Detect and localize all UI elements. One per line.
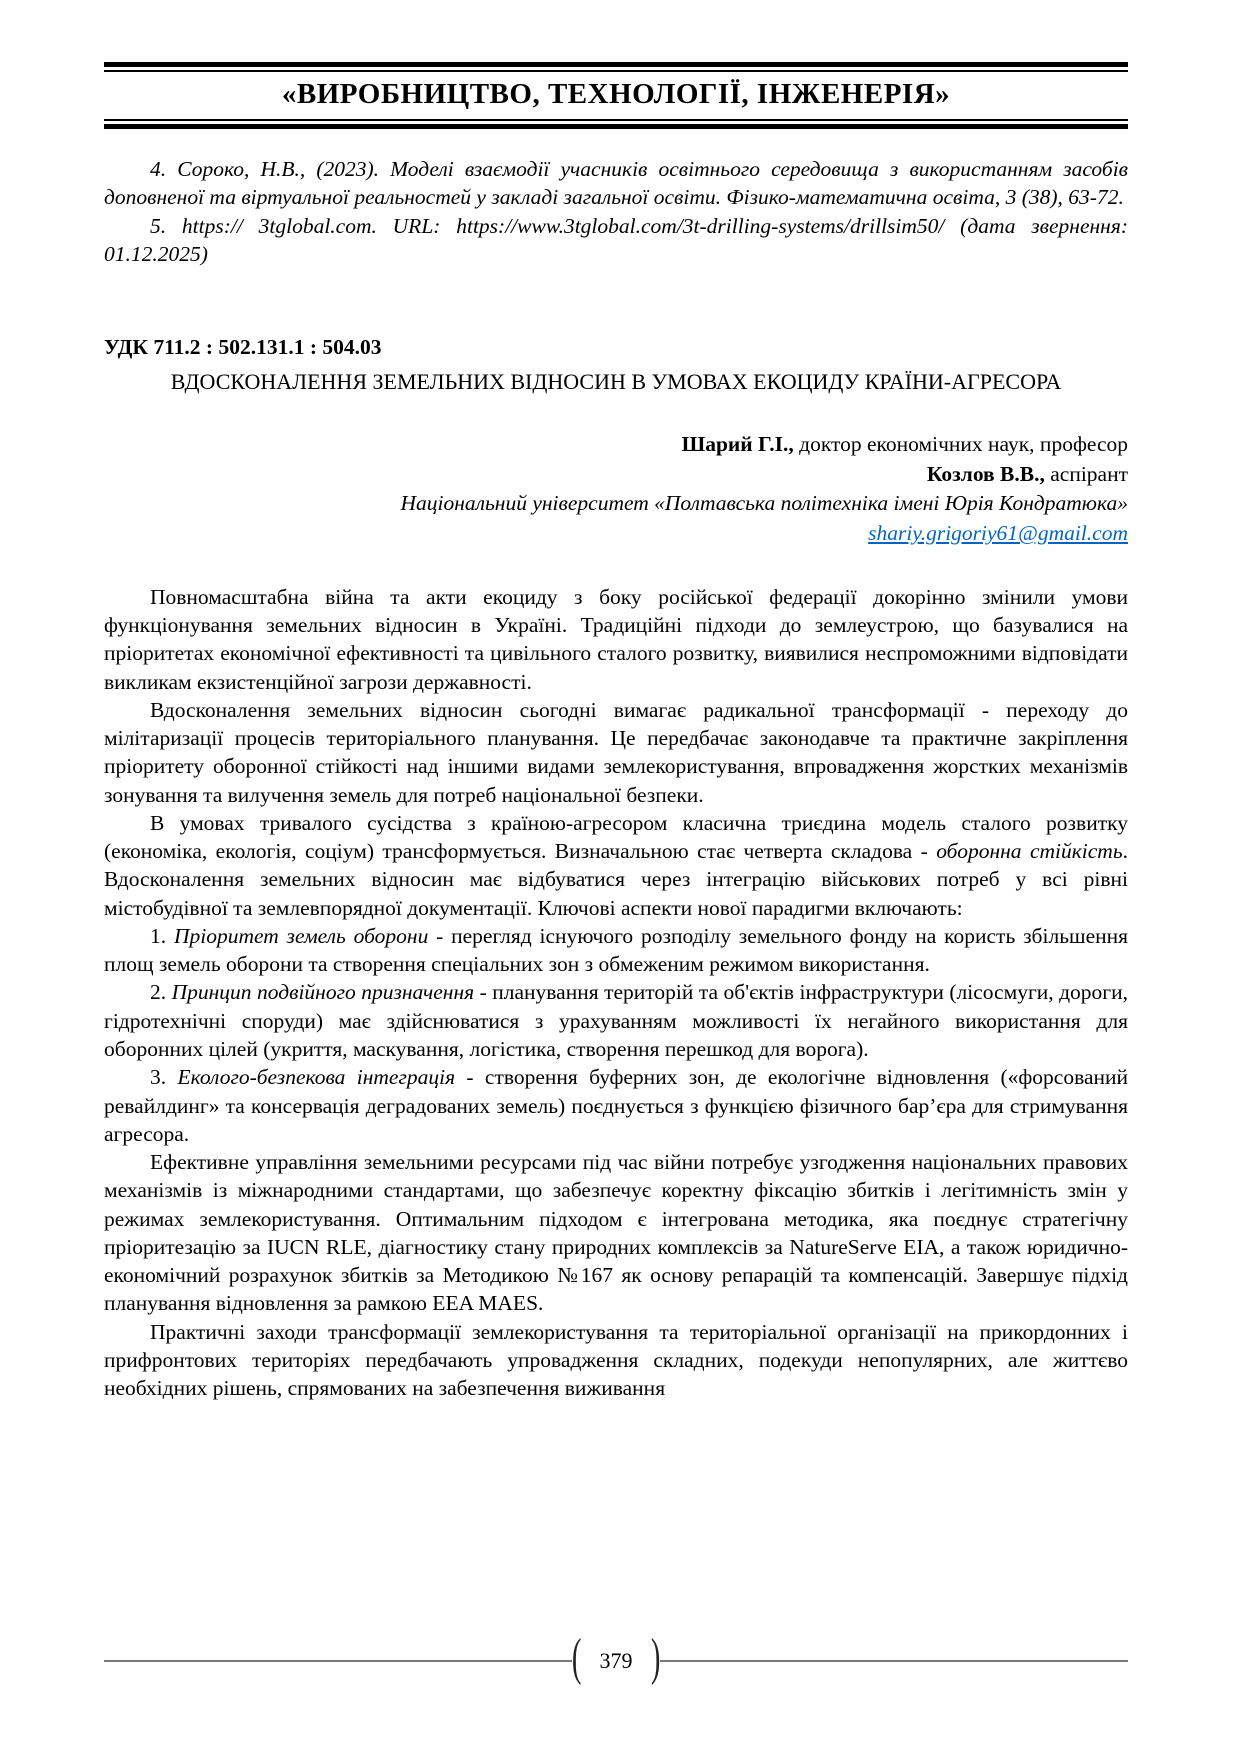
paragraph: [104, 1148, 1128, 1318]
emphasis-text: Пріоритет земель оборони: [173, 923, 429, 948]
page-footer: [104, 1629, 1128, 1688]
body-text-segment: Ефективне управління земельними ресурсами під час війни потребує узгодження національних правових механізмів із міжнародними стандартами, що забезпечує коректну фіксацію збитків і легітимність змін у режимах землекористування. Оптимальним підходом є інтегрована методика, яка поєднує стратегічну пріоритезацію за IUCN RLE, діагностику стану природних комплексів за NatureServe EIA, а також юридично-економічний розрахунок збитків за Методикою №167 як основу репарацій та компенсацій. Завершує підхід планування відновлення за рамкою EEA MAES.: [104, 1150, 1128, 1316]
emphasis-text: Еколого-безпекова інтеграція: [177, 1065, 456, 1090]
email-line: [104, 519, 1128, 549]
author-line: [104, 460, 1128, 490]
author-name: Козлов В.В.,: [926, 461, 1045, 486]
body-text-segment: 2.: [150, 980, 172, 1005]
body-text-segment: - створення буферних зон, де екологічне відновлення («форсований ревайлдинг» та консервація деградованих земель) поєднується з функцією фізичного бар’єра для стримування агресора.: [104, 1065, 1129, 1146]
header-rule-bottom-thin: [104, 119, 1128, 121]
page-number: 379: [599, 1648, 633, 1673]
body-text-segment: Вдосконалення земельних відносин сьогодні вимагає радикальної трансформації - переходу до мілітаризації процесів територіального планування. Це передбачає законодавче та практичне закріплення пріоритету оборонної стійкості над іншими видами землекористування, впровадження жорстких механізмів зонування та вилучення земель для потреб національної безпеки.: [104, 697, 1128, 807]
paragraph: [104, 1318, 1128, 1403]
header-rule-top-thick: [104, 62, 1128, 67]
footer-rule-right: [660, 1660, 1128, 1662]
body-text-segment: 3.: [150, 1065, 178, 1090]
body-text-segment: Повномасштабна війна та акти екоциду з боку російської федерації докорінно змінили умови функціонування земельних відносин в Україні. Традиційні підходи до землеустрою, що базувалися на пріоритетах економічної ефективності та цивільного сталого розвитку, виявилися неспроможними відповідати викликам екзистенційної загрози державності.: [104, 584, 1128, 694]
body-text-segment: . Вдосконалення земельних відносин має відбуватися через інтеграцію військових потреб у всі рівні містобудівної та землевпорядної документації. Ключові аспекти нової парадигми включають:: [104, 839, 1128, 920]
journal-masthead: [104, 62, 1128, 129]
reference-item: 5. https:// 3tglobal.com. URL: https://www.3tglobal.com/3t-drilling-systems/drillsim50/ (дата звернення: 01.12.2025): [104, 213, 1128, 267]
email-link[interactable]: shariy.grigoriy61@gmail.com: [868, 521, 1128, 546]
body-text-segment: - планування територій та об'єктів інфраструктури (лісосмуги, дороги, гідротехнічні споруди) має здійснюватися з урахуванням можливості їх негайного використання для оборонних цілей (укриття, маскування, логістика, створення перешкод для ворога).: [104, 980, 1129, 1061]
emphasis-text: Принцип подвійного призначення: [171, 980, 475, 1005]
body-text-segment: 1.: [150, 923, 174, 948]
paragraph: [104, 809, 1128, 922]
paragraph: [104, 696, 1128, 809]
body-text-segment: В умовах тривалого сусідства з країною-агресором класична триєдина модель сталого розвитку (економіка, екологія, соціум) трансформується. Визначальною стає четверта складова -: [104, 810, 1128, 864]
page-number-bracket-right: ): [650, 1629, 660, 1686]
author-role: доктор економічних наук, професор: [793, 432, 1128, 457]
udk-code: УДК 711.2 : 502.131.1 : 504.03: [104, 334, 382, 359]
references-list: [104, 155, 1128, 269]
reference-item: 4. Сороко, Н.В., (2023). Моделі взаємодії учасників освітнього середовища з використанням засобів доповненої та віртуальної реальностей у закладі загальної освіти. Фізико-математична освіта, 3 (38), 63-72.: [104, 157, 1128, 210]
authors-block: [104, 430, 1128, 549]
emphasis-text: оборонна стійкість: [936, 839, 1123, 864]
author-line: [104, 430, 1128, 460]
footer-rule-left: [104, 1660, 572, 1662]
paragraph: [104, 922, 1128, 979]
paragraph: [104, 978, 1128, 1063]
page-number-bracket-left: (: [572, 1629, 582, 1686]
paragraph: [104, 583, 1128, 696]
paragraph: [104, 1063, 1128, 1148]
body-text-segment: Практичні заходи трансформації землекористування та територіальної організації на прикордонних і прифронтових територіях передбачають упровадження складних, подекуди непопулярних, але життєво необхідних рішень, спрямованих на забезпечення виживання: [104, 1319, 1128, 1401]
affiliation: Національний університет «Полтавська політехніка імені Юрія Кондратюка»: [400, 491, 1128, 516]
author-name: Шарий Г.І.,: [681, 432, 794, 457]
article-title: ВДОСКОНАЛЕННЯ ЗЕМЕЛЬНИХ ВІДНОСИН В УМОВАХ ЕКОЦИДУ КРАЇНИ-АГРЕСОРА: [170, 368, 1062, 394]
header-rule-bottom-thick: [104, 124, 1128, 129]
article-body: [104, 583, 1128, 1403]
author-role: аспірант: [1044, 461, 1128, 486]
body-text-segment: - перегляд існуючого розподілу земельного фонду на користь збільшення площ земель оборони та створення спеціальних зон з обмеженим режимом використання.: [104, 923, 1129, 977]
journal-title: «ВИРОБНИЦТВО, ТЕХНОЛОГІЇ, ІНЖЕНЕРІЯ»: [281, 78, 951, 110]
